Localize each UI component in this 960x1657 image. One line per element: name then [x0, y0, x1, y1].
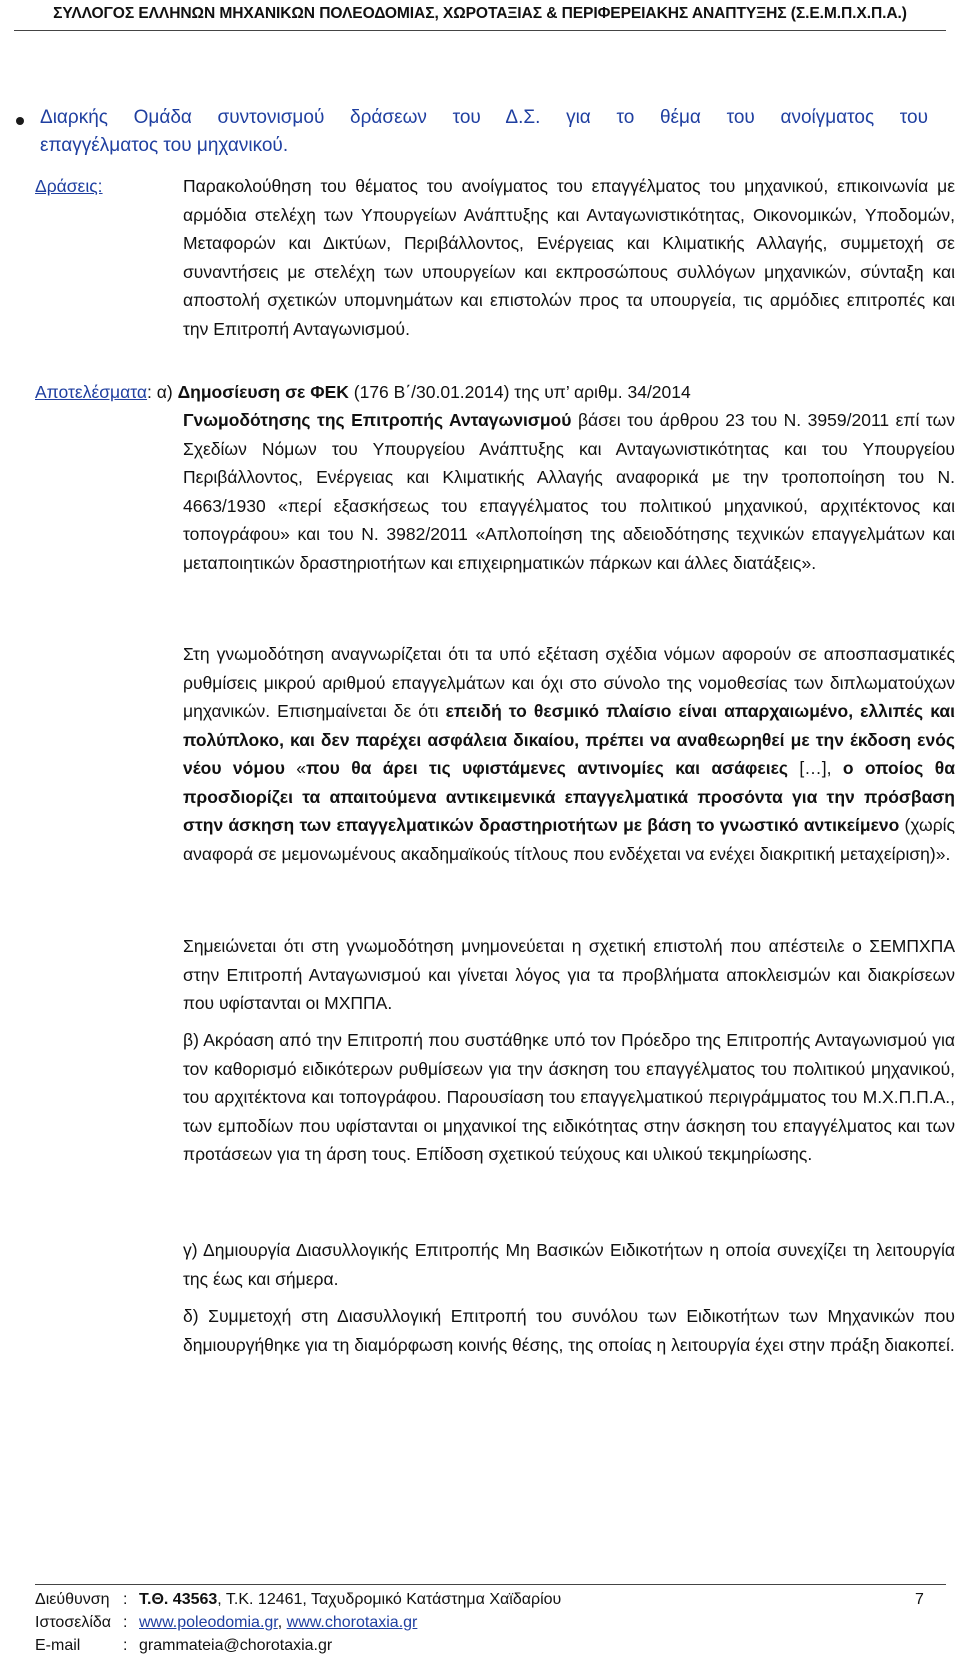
footer-link-separator: , — [277, 1614, 287, 1631]
footer-po-box: Τ.Θ. 43563 — [139, 1591, 218, 1608]
results-a-continued — [183, 406, 955, 577]
paragraph-letter: Σημειώνεται ότι στη γνωμοδότηση μνημονεύεται η σχετική επιστολή που απέστειλε ο ΣΕΜΠΧΠΑ στην Επιτροπή Ανταγωνισμού και γίνεται λόγος για τα προβλήματα αποκλεισμών και διακρίσεων που υφίστανται οι ΜΧΠΠΑ. — [183, 936, 955, 1013]
section-heading — [18, 104, 928, 160]
footer-address-rest: , Τ.Κ. 12461, Ταχυδρομικό Κατάστημα Χαϊδαρίου — [217, 1591, 562, 1608]
footer-link-poleodomia[interactable]: www.poleodomia.gr — [139, 1614, 278, 1631]
footer-address-value — [139, 1588, 561, 1611]
section-heading-line1: Διαρκής Ομάδα συντονισμού δράσεων του Δ.Σ. για το θέμα του ανοίγματος του — [40, 107, 928, 128]
results-a-rest: βάσει του άρθρου 23 του Ν. 3959/2011 επί των Σχεδίων Νόμων του Υπουργείου Ανάπτυξης και Ανταγωνιστικότητας και του Υπουργείου Περιβάλλοντος, Ενέργειας και Κλιματικής Αλλαγής αναφορικά με την τροποποίηση του Ν. 4663/1930 «περί εξασκήσεως του επαγγέλματος του πολιτικού μηχανικού, αρχιτέκτονος και τοπογράφου» και του Ν. 3982/2011 «Απλοποίηση της αδειοδότησης τεχνικών επαγγελμάτων και μεταποιητικών δραστηριοτήτων και επιχειρηματικών πάρκων και άλλες διατάξεις». — [183, 410, 955, 573]
p2-part4: (χωρίς αναφορά σε μεμονωμένους ακαδημαϊκούς τίτλους που ενδέχεται να ενέχει διακριτική μεταχείριση)». — [183, 815, 955, 864]
section-heading-line2: επαγγέλματος του μηχανικού. — [40, 135, 289, 156]
results-a-bold2: Γνωμοδότησης της Επιτροπής Ανταγωνισμού — [183, 410, 572, 430]
footer-address-row — [0, 1588, 960, 1611]
footer-colon: : — [123, 1614, 128, 1631]
p2-part2: « — [284, 758, 307, 778]
footer-divider — [35, 1584, 946, 1585]
p2-bold3: ο οποίος θα προσδιορίζει τα απαιτούμενα αντικειμενικά επαγγελματικά προσόντα για την πρόσβαση στην άσκηση των επαγγελματικών δραστηριοτήτων με βάση το γνωστικό αντικείμενο — [183, 758, 955, 835]
p2-part1: Στη γνωμοδότηση αναγνωρίζεται ότι τα υπό εξέταση σχέδια νόμων αφορούν σε αποσπασματικές ρυθμίσεις μικρού αριθμού επαγγελμάτων και όχι στο σύνολο της νομοθεσίας των διπλωματούχων μηχανικών. Επισημαίνεται δε ότι — [183, 644, 955, 721]
footer-email-row — [0, 1634, 960, 1657]
paragraph-committee: γ) Δημιουργία Διασυλλογικής Επιτροπής Μη Βασικών Ειδικοτήτων η οποία συνεχίζει τη λειτουργία της έως και σήμερα. — [183, 1240, 955, 1289]
results-a-prefix: : α) — [147, 382, 178, 402]
paragraph-hearing: β) Ακρόαση από την Επιτροπή που συστάθηκε υπό τον Πρόεδρο της Επιτροπής Ανταγωνισμού για τον καθορισμό ειδικότερων ρυθμίσεων για την άσκηση του επαγγέλματος του πολιτικού μηχανικού, του αρχιτέκτονα και τοπογράφου. Παρουσίαση του επαγγελματικού περιγράμματος του Μ.Χ.Π.Π.Α., των εμποδίων που υφίστανται οι μηχανικοί της ειδικότητας στην άσκηση του επαγγέλματος και των προτάσεων για τη άρση τους. Επίδοση σχετικού τεύχους και υλικού τεκμηρίωσης. — [183, 1030, 955, 1164]
footer-colon: : — [123, 1591, 128, 1608]
paragraph-opinion — [183, 640, 955, 868]
footer-website-value — [139, 1611, 417, 1634]
page-number: 7 — [915, 1591, 924, 1608]
footer-email-label: E-mail — [35, 1637, 81, 1654]
footer-address-label: Διεύθυνση — [35, 1591, 110, 1608]
p2-bold2: που θα άρει τις υφιστάμενες αντινομίες και ασάφειες — [306, 758, 788, 778]
p2-part3: […], — [787, 758, 843, 778]
results-paragraph — [35, 378, 955, 407]
header-divider — [14, 30, 946, 31]
page-header-title: ΣΥΛΛΟΓΟΣ ΕΛΛΗΝΩΝ ΜΗΧΑΝΙΚΩΝ ΠΟΛΕΟΔΟΜΙΑΣ, ΧΩΡΟΤΑΞΙΑΣ & ΠΕΡΙΦΕΡΕΙΑΚΗΣ ΑΝΑΠΤΥΞΗΣ (Σ.Ε.Μ.Π.Χ.Π.Α.) — [53, 5, 907, 22]
actions-text: Παρακολούθηση του θέματος του ανοίγματος του επαγγέλματος του μηχανικού, επικοινωνία με αρμόδια στελέχη των Υπουργείων Ανάπτυξης και Ανταγωνιστικότητας, Οικονομικών, Υποδομών, Μεταφορών και Δικτύων, Περιβάλλοντος, Ενέργειας και Κλιματικής Αλλαγής, συμμετοχή σε συναντήσεις με στελέχη των υπουργείων και εκπροσώπους συλλόγων μηχανικών, σύνταξη και αποστολή σχετικών υπομνημάτων και επιστολών προς τα υπουργεία, τις αρμόδιες επιτροπές και την Επιτροπή Ανταγωνισμού. — [183, 176, 955, 339]
footer-website-label: Ιστοσελίδα — [35, 1614, 112, 1631]
results-a-mid: (176 Β΄/30.01.2014) της υπ’ αριθμ. 34/2014 — [348, 382, 691, 402]
footer-link-chorotaxia[interactable]: www.chorotaxia.gr — [286, 1614, 418, 1631]
results-a-bold1: Δημοσίευση σε ΦΕΚ — [177, 382, 349, 402]
footer-colon: : — [123, 1637, 128, 1654]
p2-bold1: επειδή το θεσμικό πλαίσιο είναι απαρχαιωμένο, ελλιπές και πολύπλοκο, και δεν παρέχει ασφάλεια δικαίου, πρέπει να αναθεωρηθεί με την έκδοση ενός νέου νόμου — [183, 701, 956, 778]
results-label: Αποτελέσματα — [35, 382, 148, 402]
footer-website-row — [0, 1611, 960, 1634]
paragraph-participation: δ) Συμμετοχή στη Διασυλλογική Επιτροπή του συνόλου των Ειδικοτήτων των Μηχανικών που δημιουργήθηκε για τη διαμόρφωση κοινής θέσης, της οποίας η λειτουργία έχει στην πράξη διακοπεί. — [183, 1306, 955, 1355]
footer-email-link[interactable]: grammateia@chorotaxia.gr — [139, 1637, 333, 1654]
actions-label: Δράσεις: — [35, 176, 103, 196]
